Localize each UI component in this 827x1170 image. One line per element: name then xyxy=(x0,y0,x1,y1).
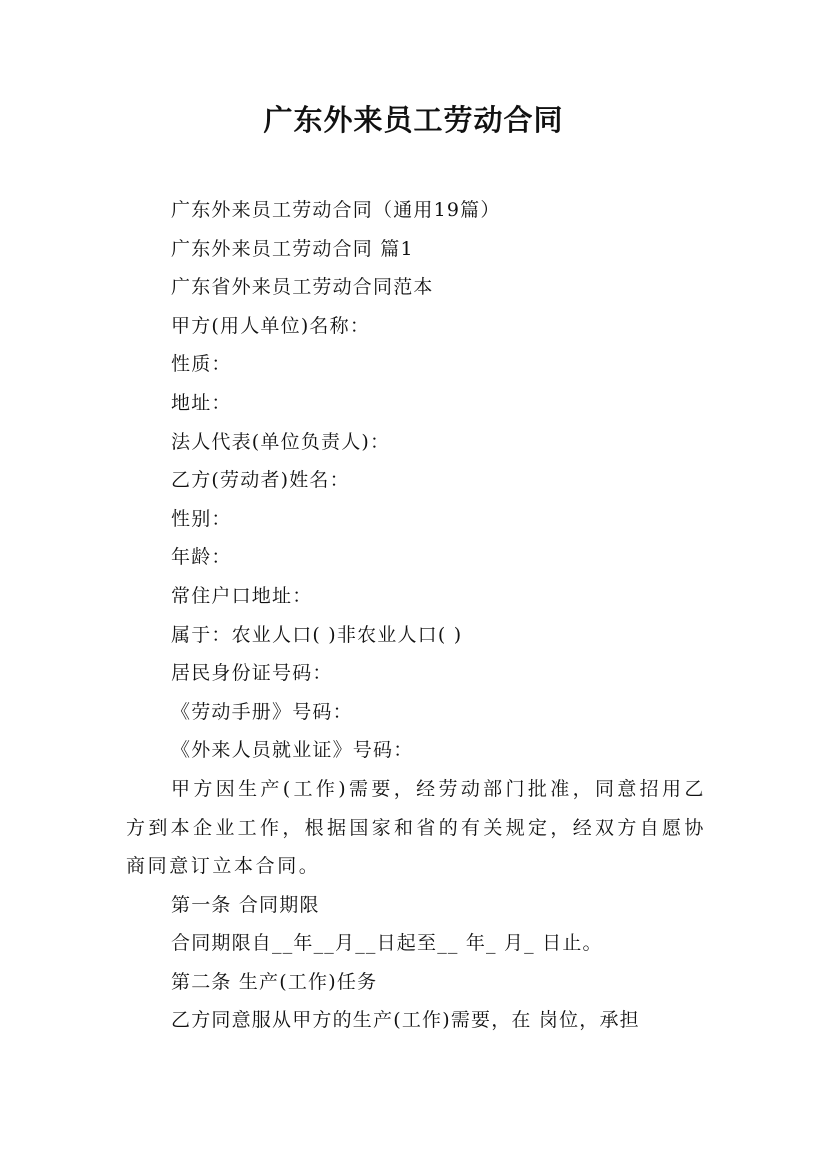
field-legal-representative: 法人代表(单位负责人)： xyxy=(171,430,391,453)
contract-intro-paragraph: 甲方因生产(工作)需要，经劳动部门批准，同意招用乙方到本企业工作，根据国家和省的有关规定，经双方自愿协商同意订立本合同。 xyxy=(126,777,706,878)
doc-line-template-title: 广东省外来员工劳动合同范本 xyxy=(171,276,434,299)
article-2-heading: 第二条 生产(工作)任务 xyxy=(171,970,378,993)
field-household-type: 属于：农业人口( )非农业人口( ) xyxy=(171,623,463,646)
field-labor-handbook-number: 《劳动手册》号码： xyxy=(171,700,353,723)
field-id-number: 居民身份证号码： xyxy=(171,662,333,685)
article-2-text: 乙方同意服从甲方的生产(工作)需要，在 岗位，承担 xyxy=(171,1009,640,1032)
field-party-a-name: 甲方(用人单位)名称： xyxy=(171,314,371,337)
field-address: 地址： xyxy=(171,391,232,414)
field-employment-permit-number: 《外来人员就业证》号码： xyxy=(171,739,414,762)
article-1-text: 合同期限自__年__月__日起至__ 年_ 月_ 日止。 xyxy=(171,932,603,955)
field-party-b-name: 乙方(劳动者)姓名： xyxy=(171,469,350,492)
doc-line-subtitle: 广东外来员工劳动合同（通用19篇） xyxy=(171,199,501,221)
document-body xyxy=(126,191,706,1040)
field-nature: 性质： xyxy=(171,353,232,376)
doc-line-chapter: 广东外来员工劳动合同 篇1 xyxy=(171,237,414,260)
document-title: 广东外来员工劳动合同 xyxy=(263,103,564,137)
field-age: 年龄： xyxy=(171,546,232,569)
article-1-heading: 第一条 合同期限 xyxy=(171,893,320,916)
field-household-address: 常住户口地址： xyxy=(171,584,313,607)
field-gender: 性别： xyxy=(171,507,232,530)
